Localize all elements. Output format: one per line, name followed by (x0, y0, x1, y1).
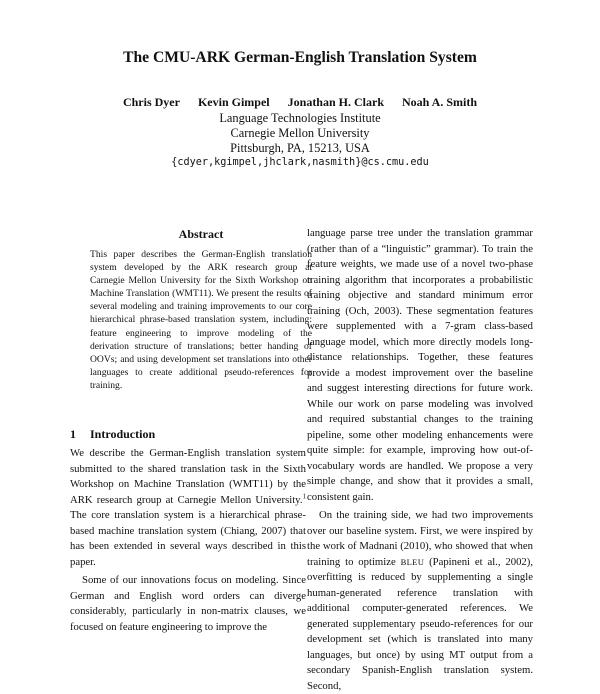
author-list (0, 94, 600, 110)
abstract-text: This paper describes the German-English translation system developed by the ARK research group at Carnegie Mellon University for the Sixth Workshop on Machine Translation (WMT11). We present the results of several modeling and training improvements to our core hierarchical phrase-based translation system, including: feature engineering to improve modeling of the derivation structure of translations; better handing of OOVs; and using development set translations into other languages to create additional pseudo-references for training. (90, 249, 312, 391)
footnote-marker: 1 (302, 491, 306, 500)
author-name: Noah A. Smith (402, 95, 478, 109)
affiliation-institute: Language Technologies Institute (219, 111, 381, 125)
right-paragraph-2 (307, 508, 533, 694)
bleu-metric: BLEU (400, 556, 425, 567)
section-title: Introduction (90, 427, 156, 441)
intro-text: The core translation system is a hierarchical phrase-based machine translation system (Chiang, 2007) that has been extended in several ways described in this paper. (70, 509, 306, 568)
body-text: (Papineni et al., 2002), overfitting is reduced by supplementing a single human-generated reference translation with additional computer-generated references. We generated supplementary pseudo-references for our development set (which is translated into many languages, but once) by using MT output from a secondary Spanish-English translation system. Second, (307, 555, 534, 692)
paper-title: The CMU-ARK German-English Translation System (123, 49, 477, 66)
section-heading-introduction (70, 427, 320, 442)
right-paragraph-1: language parse tree under the translation grammar (rather than of a “linguistic” grammar). To train the feature weights, we made use of a novel two-phase training algorithm that incorporates a probabilistic training objective and standard minimum error training (Och, 2003). These segmentation features were supplemented with a 7-gram class-based language model, which more directly models long-distance relationships. Together, these features provide a modest improvement over the baseline and suggest interesting directions for future work. While our work on parse modeling was involved and required substantial changes to the training pipeline, some other modeling enhancements were quite simple: for example, improving how out-of-vocabulary words are handled. We propose a very simple change, and show that it provides a small, consistent gain. (307, 227, 533, 503)
intro-paragraph-2: Some of our innovations focus on modeling. Since German and English word orders can diverge considerably, particularly in non-matrix clauses, we focused on feature engineering to improve the (70, 574, 306, 633)
right-column-body (307, 226, 533, 694)
affiliation-university: Carnegie Mellon University (230, 126, 370, 140)
author-emails: {cdyer,kgimpel,jhclark,nasmith}@cs.cmu.edu (171, 157, 429, 168)
left-column-body (70, 446, 306, 635)
intro-text: We describe the German-English translation system submitted to the shared translation task in the Sixth Workshop on Machine Translation (WMT11) by the ARK research group at Carnegie Mellon University. (70, 447, 306, 506)
author-name: Chris Dyer (122, 95, 180, 109)
affiliation-address: Pittsburgh, PA, 15213, USA (230, 141, 370, 155)
body-text: On the training side, we had two improvements over our baseline system. First, we were inspired by the work of Madnani (2010), who showed that when training to optimize (307, 509, 533, 568)
section-number: 1 (70, 427, 76, 441)
intro-paragraph-1 (70, 446, 306, 570)
abstract-heading: Abstract (178, 227, 224, 241)
author-name: Jonathan H. Clark (287, 95, 384, 109)
author-name: Kevin Gimpel (197, 95, 270, 109)
